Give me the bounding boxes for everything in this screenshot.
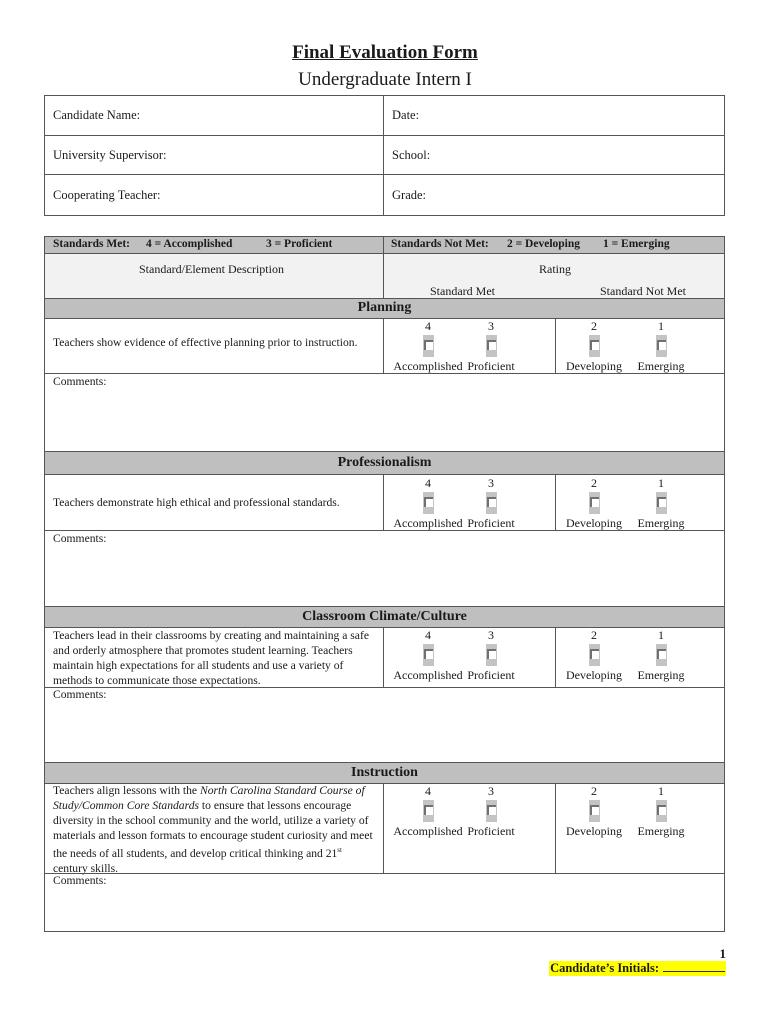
divider [383,627,384,687]
rating-value: 4 [425,476,431,490]
rating-value: 4 [425,784,431,798]
description-superscript: st [337,846,342,854]
checkbox-accomplished-instruction[interactable] [423,800,434,822]
rating-label: Developing [566,516,622,530]
comments-area-planning[interactable] [45,387,724,451]
column-header-rating: Rating [539,262,571,276]
rating-option-proficient[interactable] [451,784,531,839]
description-text: to ensure that lessons encourage diversity in the school community and the world, utilize a variety of materials and lesson formats to encourage student curiosity and meet the needs of all students, and develop critical thinking and 21 [53,799,373,860]
rating-label: Accomplished [393,668,463,682]
section-title-professionalism: Professionalism [337,455,432,470]
legend-not-met-2: 2 = Developing [507,238,580,250]
divider [383,783,384,873]
checkbox-emerging-instruction[interactable] [656,800,667,822]
checkbox-proficient-instruction[interactable] [486,800,497,822]
info-row [45,175,724,215]
divider [383,237,384,298]
rating-value: 1 [658,319,664,333]
rating-value: 2 [591,476,597,490]
rating-value: 3 [488,784,494,798]
rating-option-proficient[interactable] [451,476,531,531]
legend-met-4: 4 = Accomplished [146,238,233,250]
column-header-standard-not-met: Standard Not Met [600,284,686,298]
rating-label: Developing [566,824,622,838]
divider [383,318,384,373]
divider [45,373,724,374]
rating-label: Proficient [467,668,515,682]
rating-label: Developing [566,668,622,682]
rating-label: Developing [566,359,622,373]
form-subtitle: Undergraduate Intern I [298,69,472,90]
legend-not-met-label: Standards Not Met: [391,238,489,250]
checkbox-developing-professionalism[interactable] [589,492,600,514]
rating-value: 2 [591,319,597,333]
divider [383,474,384,530]
legend-met-3: 3 = Proficient [266,238,333,250]
evaluation-table [44,236,725,932]
rating-value: 1 [658,784,664,798]
rating-label: Emerging [637,359,685,373]
comments-label-professionalism: Comments: [53,532,107,545]
divider [45,474,724,475]
description-italic-text: North Carolina Standard Course of Study/Common Core Standards [53,784,365,812]
checkbox-proficient-classroom-climate[interactable] [486,644,497,666]
rating-value: 3 [488,476,494,490]
form-title: Final Evaluation Form [292,42,478,63]
rating-label: Emerging [637,516,685,530]
checkbox-proficient-professionalism[interactable] [486,492,497,514]
school-field[interactable]: School: [392,147,431,162]
date-field[interactable]: Date: [392,108,420,122]
legend-not-met-1: 1 = Emerging [603,238,670,250]
divider [45,530,724,531]
column-header-description: Standard/Element Description [139,262,284,276]
rating-value: 3 [488,319,494,333]
standard-description-classroom-climate: Teachers lead in their classrooms by creating and maintaining a safe and orderly atmosphere that promotes student learning. Teachers maintain high expectations for all students and use a variety of methods to communicate those expectations. [53,629,369,687]
checkbox-emerging-professionalism[interactable] [656,492,667,514]
rating-label: Emerging [637,668,685,682]
description-text: century skills. [53,861,119,875]
rating-value: 3 [488,628,494,642]
rating-label: Accomplished [393,516,463,530]
description-text: Teachers align lessons with the [53,784,200,797]
page-number: 1 [719,946,726,961]
rating-option-emerging[interactable] [621,628,701,683]
rating-value: 1 [658,476,664,490]
checkbox-emerging-classroom-climate[interactable] [656,644,667,666]
column-header-standard-met: Standard Met [430,284,495,298]
comments-label-planning: Comments: [53,375,107,388]
rating-value: 1 [658,628,664,642]
candidate-initials-field[interactable] [663,961,725,972]
rating-label: Emerging [637,824,685,838]
checkbox-developing-planning[interactable] [589,335,600,357]
checkbox-accomplished-professionalism[interactable] [423,492,434,514]
candidate-initials-label: Candidate’s Initials: [550,961,659,975]
checkbox-developing-instruction[interactable] [589,800,600,822]
section-title-instruction: Instruction [351,765,418,780]
checkbox-emerging-planning[interactable] [656,335,667,357]
standard-description-planning: Teachers show evidence of effective planning prior to instruction. [53,336,358,349]
section-title-classroom-climate: Classroom Climate/Culture [302,609,467,624]
legend-met-label: Standards Met: [53,238,130,250]
section-title-planning: Planning [357,300,412,315]
rating-label: Proficient [467,824,515,838]
rating-option-proficient[interactable] [451,319,531,374]
info-row [45,136,724,175]
checkbox-accomplished-classroom-climate[interactable] [423,644,434,666]
comments-area-instruction[interactable] [45,886,724,930]
grade-field[interactable]: Grade: [392,187,427,202]
rating-label: Accomplished [393,824,463,838]
rating-value: 4 [425,319,431,333]
candidate-name-field[interactable]: Candidate Name: [45,96,384,135]
rating-value: 4 [425,628,431,642]
divider [45,687,724,688]
checkbox-developing-classroom-climate[interactable] [589,644,600,666]
candidate-initials [549,961,726,976]
standard-description-professionalism: Teachers demonstrate high ethical and professional standards. [53,496,340,509]
rating-label: Proficient [467,359,515,373]
rating-option-proficient[interactable] [451,628,531,683]
comments-label-instruction: Comments: [53,874,107,887]
candidate-info-table [44,95,725,216]
checkbox-proficient-planning[interactable] [486,335,497,357]
checkbox-accomplished-planning[interactable] [423,335,434,357]
rating-option-emerging[interactable] [621,319,701,374]
comments-label-classroom-climate: Comments: [53,688,107,701]
rating-option-emerging[interactable] [621,784,701,839]
standard-description-instruction [53,783,378,876]
rating-value: 2 [591,784,597,798]
info-row [45,96,724,136]
rating-label: Accomplished [393,359,463,373]
rating-option-emerging[interactable] [621,476,701,531]
rating-value: 2 [591,628,597,642]
cooperating-teacher-field[interactable]: Cooperating Teacher: [45,175,384,215]
divider [45,873,724,874]
comments-area-professionalism[interactable] [45,544,724,606]
university-supervisor-field[interactable]: University Supervisor: [45,136,384,174]
rating-label: Proficient [467,516,515,530]
comments-area-classroom-climate[interactable] [45,700,724,762]
